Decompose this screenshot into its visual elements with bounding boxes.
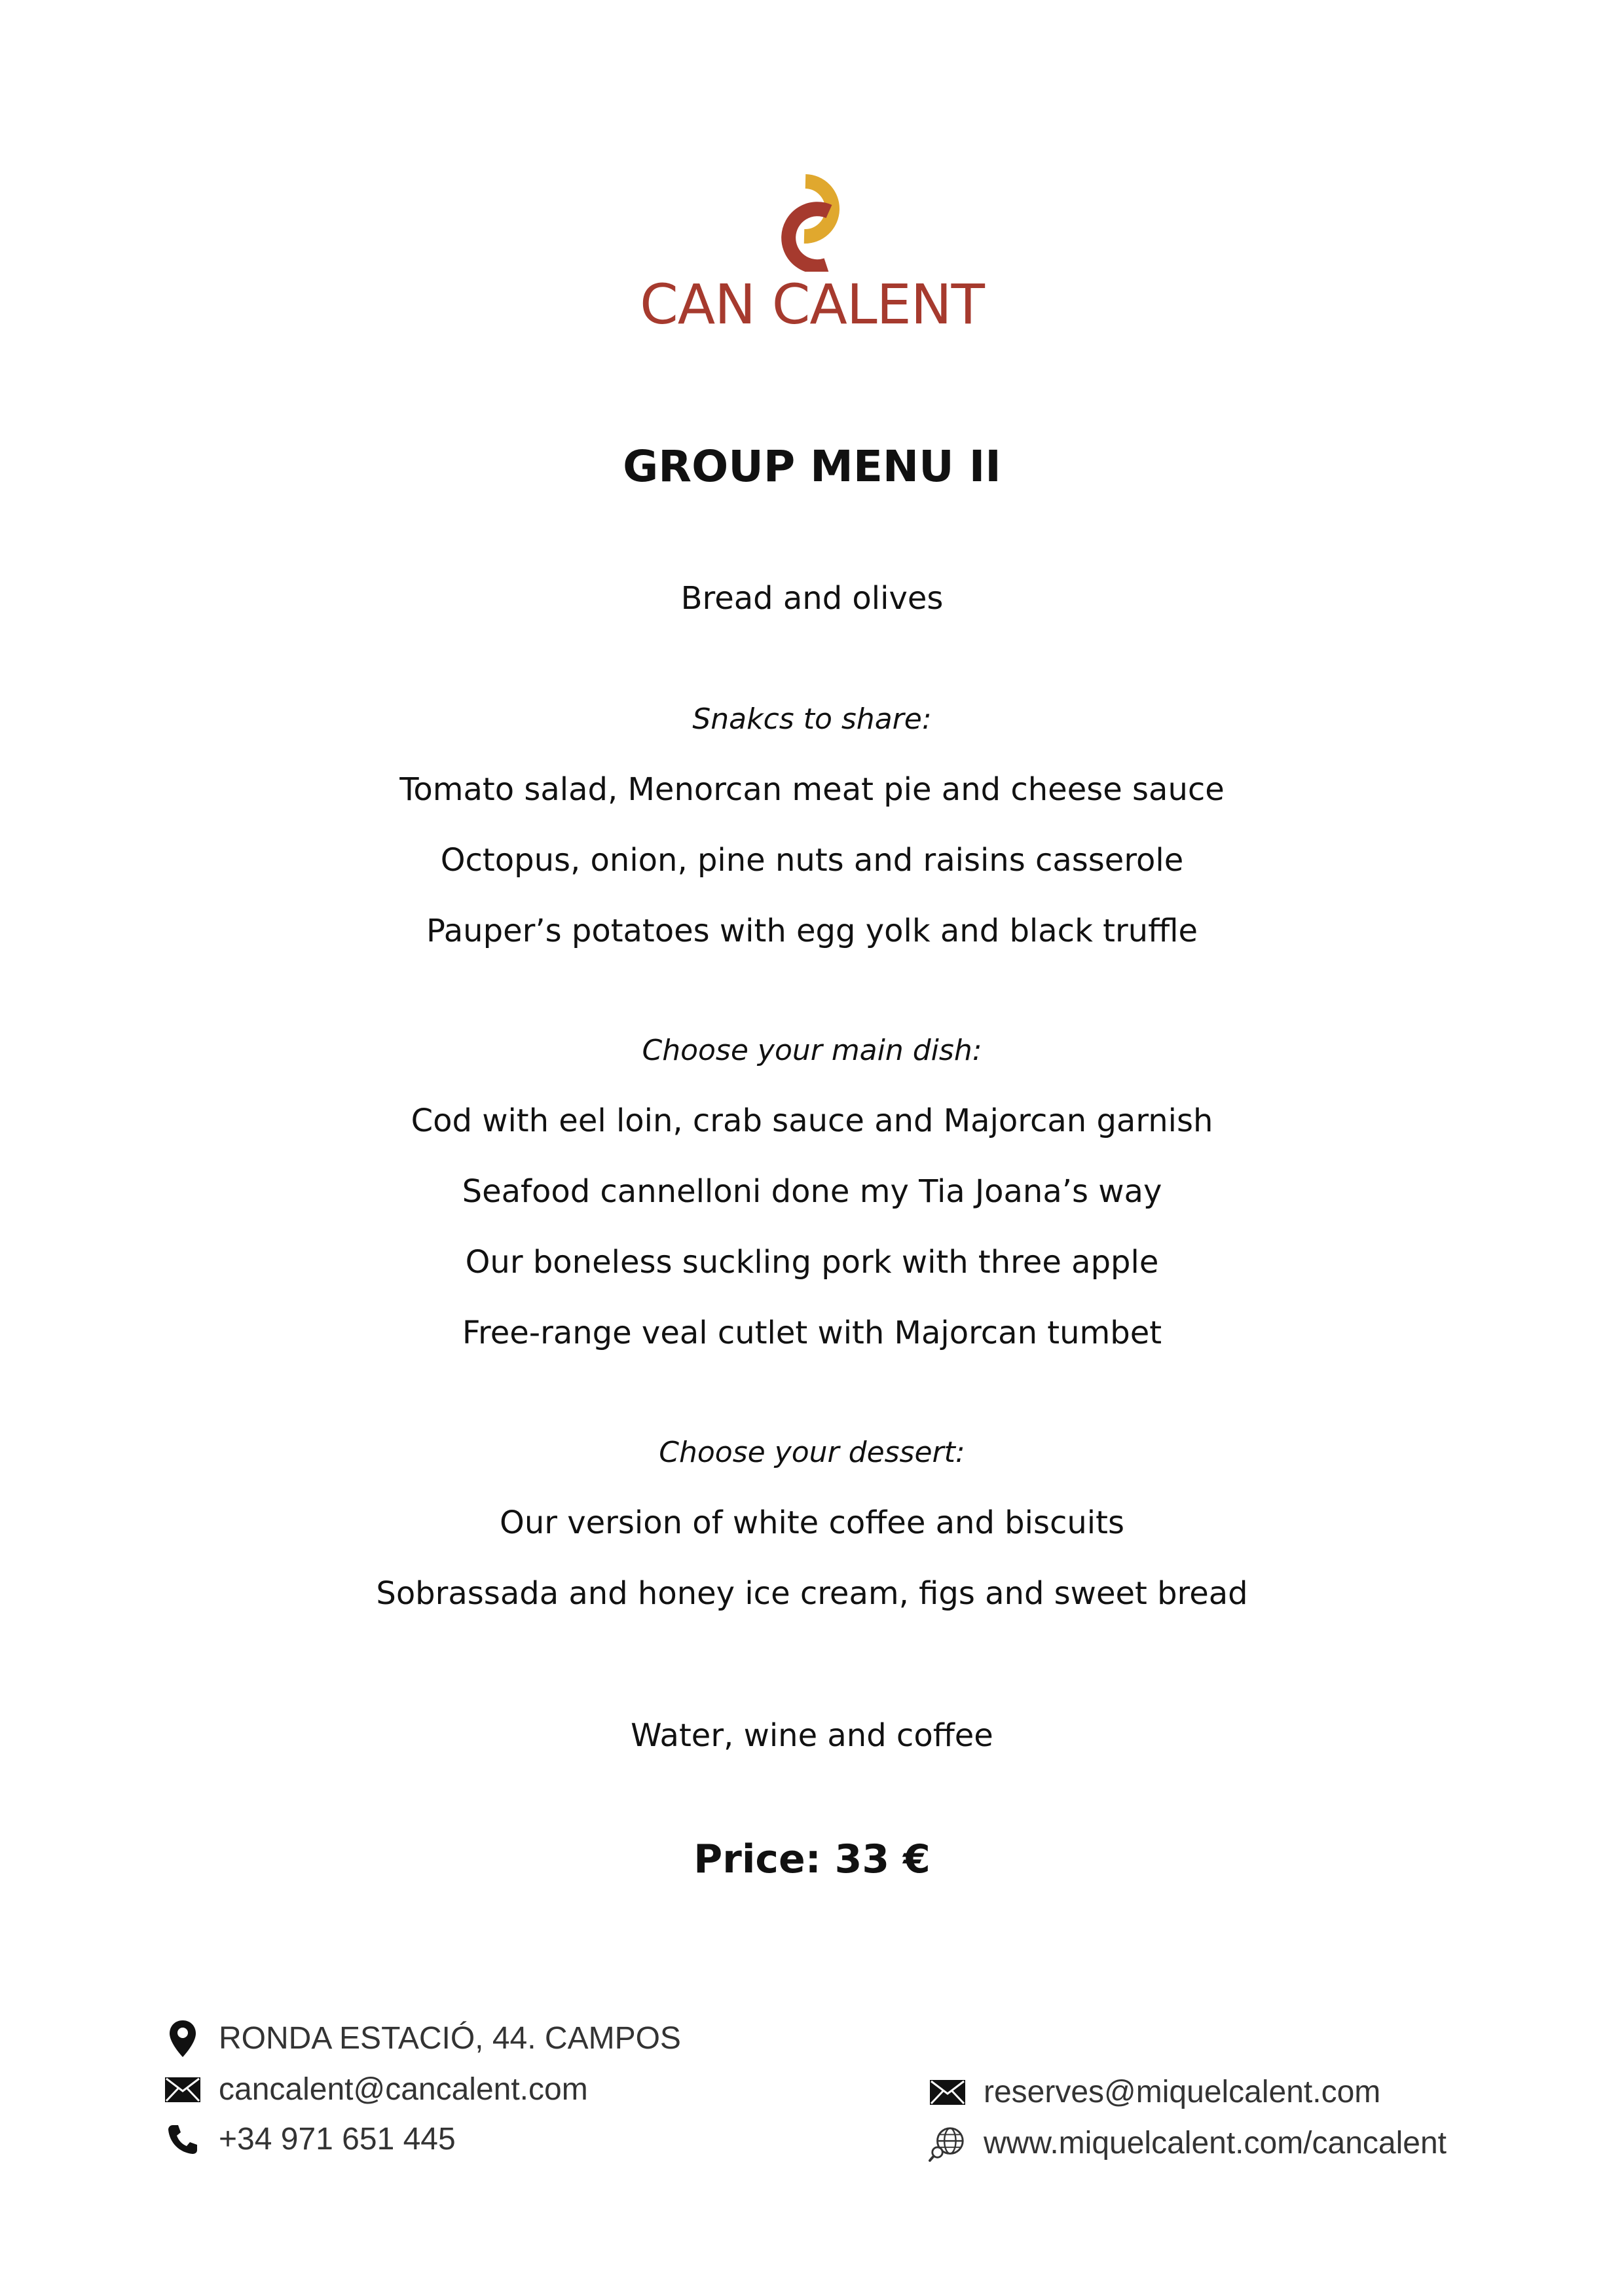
reservations-link[interactable]: reserves@miquelcalent.com — [984, 2075, 1381, 2109]
location-pin-icon — [164, 2020, 202, 2058]
globe-icon — [929, 2124, 967, 2162]
section-heading-main: Choose your main dish: — [642, 1034, 982, 1067]
menu-item: Our version of white coffee and biscuits — [500, 1504, 1124, 1541]
starter-item: Bread and olives — [680, 580, 944, 617]
contact-website[interactable] — [929, 2124, 1447, 2162]
envelope-icon — [164, 2071, 202, 2109]
brand-logo — [0, 167, 1624, 337]
menu-item: Our boneless suckling pork with three apple — [465, 1244, 1159, 1281]
page-title: GROUP MENU II — [623, 441, 1001, 492]
contact-reservations[interactable] — [929, 2073, 1380, 2111]
contact-address — [164, 2020, 681, 2058]
brand-name: CAN CALENT — [640, 272, 984, 337]
drinks-item: Water, wine and coffee — [631, 1717, 993, 1754]
website-link[interactable]: www.miquelcalent.com/cancalent — [984, 2126, 1447, 2160]
price: Price: 33 € — [693, 1836, 931, 1882]
menu-item: Cod with eel loin, crab sauce and Majorcan garnish — [411, 1102, 1213, 1139]
logo-mark-icon — [766, 167, 858, 272]
menu-item: Pauper’s potatoes with egg yolk and black truffle — [426, 913, 1198, 949]
phone-icon — [164, 2121, 202, 2159]
envelope-icon — [929, 2073, 967, 2111]
section-heading-dessert: Choose your dessert: — [659, 1436, 965, 1469]
contact-phone[interactable] — [164, 2121, 456, 2159]
section-heading-snacks: Snakcs to share: — [692, 702, 932, 736]
contact-email[interactable] — [164, 2071, 588, 2109]
menu-item: Free-range veal cutlet with Majorcan tumbet — [462, 1315, 1162, 1351]
email-link[interactable]: cancalent@cancalent.com — [219, 2072, 588, 2107]
phone-link[interactable]: +34 971 651 445 — [219, 2122, 456, 2157]
menu-item: Seafood cannelloni done my Tia Joana’s way — [462, 1173, 1162, 1210]
address-text: RONDA ESTACIÓ, 44. CAMPOS — [219, 2021, 681, 2056]
menu-item: Sobrassada and honey ice cream, figs and sweet bread — [376, 1575, 1248, 1612]
menu-item: Octopus, onion, pine nuts and raisins casserole — [440, 842, 1184, 879]
menu-item: Tomato salad, Menorcan meat pie and cheese sauce — [399, 771, 1225, 808]
